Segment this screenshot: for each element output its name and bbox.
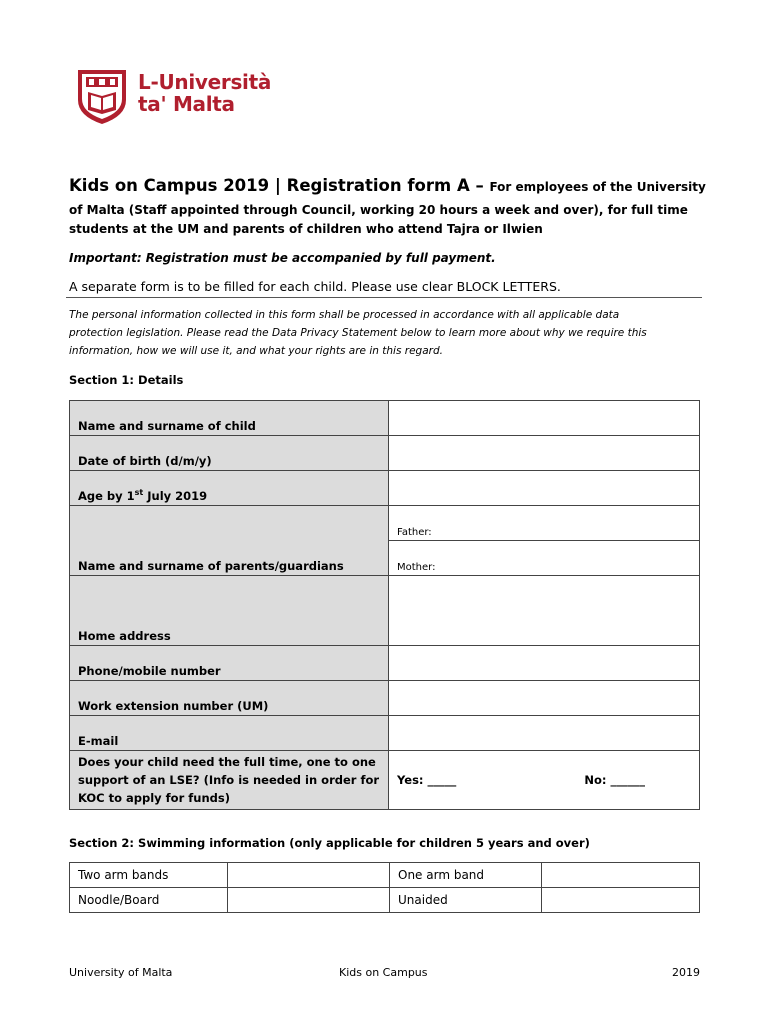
form-title-main: Kids on Campus 2019 | Registration form A – <box>69 176 490 195</box>
crest-icon <box>72 66 132 126</box>
dob-label: Date of birth (d/m/y) <box>70 436 389 471</box>
dob-field[interactable] <box>389 436 700 471</box>
mother-field[interactable]: Mother: <box>389 541 700 576</box>
form-title-sub: For employees of the University <box>489 180 706 194</box>
age-field[interactable] <box>389 471 700 506</box>
lse-answer-cell <box>389 751 700 810</box>
divider <box>66 297 702 298</box>
separate-form-notice: A separate form is to be filled for each child. Please use clear BLOCK LETTERS. <box>69 279 561 294</box>
privacy-text-line3: information, how we will use it, and what your rights are in this regard. <box>69 345 443 357</box>
age-label <box>70 471 389 506</box>
logo-text-line1: L-Università <box>138 70 272 94</box>
swim-option-label: One arm band <box>390 863 542 888</box>
email-field[interactable] <box>389 716 700 751</box>
logo-text-line2: ta' Malta <box>138 92 235 116</box>
section2-heading: Section 2: Swimming information (only applicable for children 5 years and over) <box>69 836 590 850</box>
form-title-line2: of Malta (Staff appointed through Council, working 20 hours a week and over), for full time <box>69 203 688 217</box>
form-title <box>69 176 709 195</box>
footer-right: 2019 <box>672 966 700 979</box>
address-field[interactable] <box>389 576 700 646</box>
details-table <box>69 400 700 810</box>
form-title-line3: students at the UM and parents of children who attend Tajra or Ilwien <box>69 222 543 236</box>
lse-no-option[interactable]: No: ______ <box>584 773 645 787</box>
footer-center: Kids on Campus <box>339 966 428 979</box>
payment-notice: Important: Registration must be accompanied by full payment. <box>69 251 496 265</box>
university-logo <box>72 66 272 126</box>
child-name-label: Name and surname of child <box>70 401 389 436</box>
lse-yes-option[interactable]: Yes: _____ <box>397 773 457 787</box>
swim-option-field[interactable] <box>228 863 390 888</box>
swim-option-label: Noodle/Board <box>70 888 228 913</box>
age-label-prefix: Age by 1 <box>78 489 135 503</box>
swim-option-field[interactable] <box>228 888 390 913</box>
swimming-table <box>69 862 700 913</box>
age-label-sup: st <box>134 488 144 498</box>
swim-option-field[interactable] <box>542 863 700 888</box>
swim-option-label: Unaided <box>390 888 542 913</box>
lse-question-label: Does your child need the full time, one to one support of an LSE? (Info is needed in order for KOC to apply for funds) <box>70 751 389 810</box>
email-label: E-mail <box>70 716 389 751</box>
phone-label: Phone/mobile number <box>70 646 389 681</box>
privacy-text-line2: protection legislation. Please read the Data Privacy Statement below to learn more about why we require this <box>69 327 647 339</box>
work-ext-label: Work extension number (UM) <box>70 681 389 716</box>
swim-option-label: Two arm bands <box>70 863 228 888</box>
age-label-suffix: July 2019 <box>143 489 208 503</box>
phone-field[interactable] <box>389 646 700 681</box>
address-label: Home address <box>70 576 389 646</box>
parents-label: Name and surname of parents/guardians <box>70 506 389 576</box>
child-name-field[interactable] <box>389 401 700 436</box>
swim-option-field[interactable] <box>542 888 700 913</box>
work-ext-field[interactable] <box>389 681 700 716</box>
section1-heading: Section 1: Details <box>69 373 184 387</box>
father-field[interactable]: Father: <box>389 506 700 541</box>
privacy-text-line1: The personal information collected in this form shall be processed in accordance with all applicable data <box>69 309 620 321</box>
footer-left: University of Malta <box>69 966 173 979</box>
